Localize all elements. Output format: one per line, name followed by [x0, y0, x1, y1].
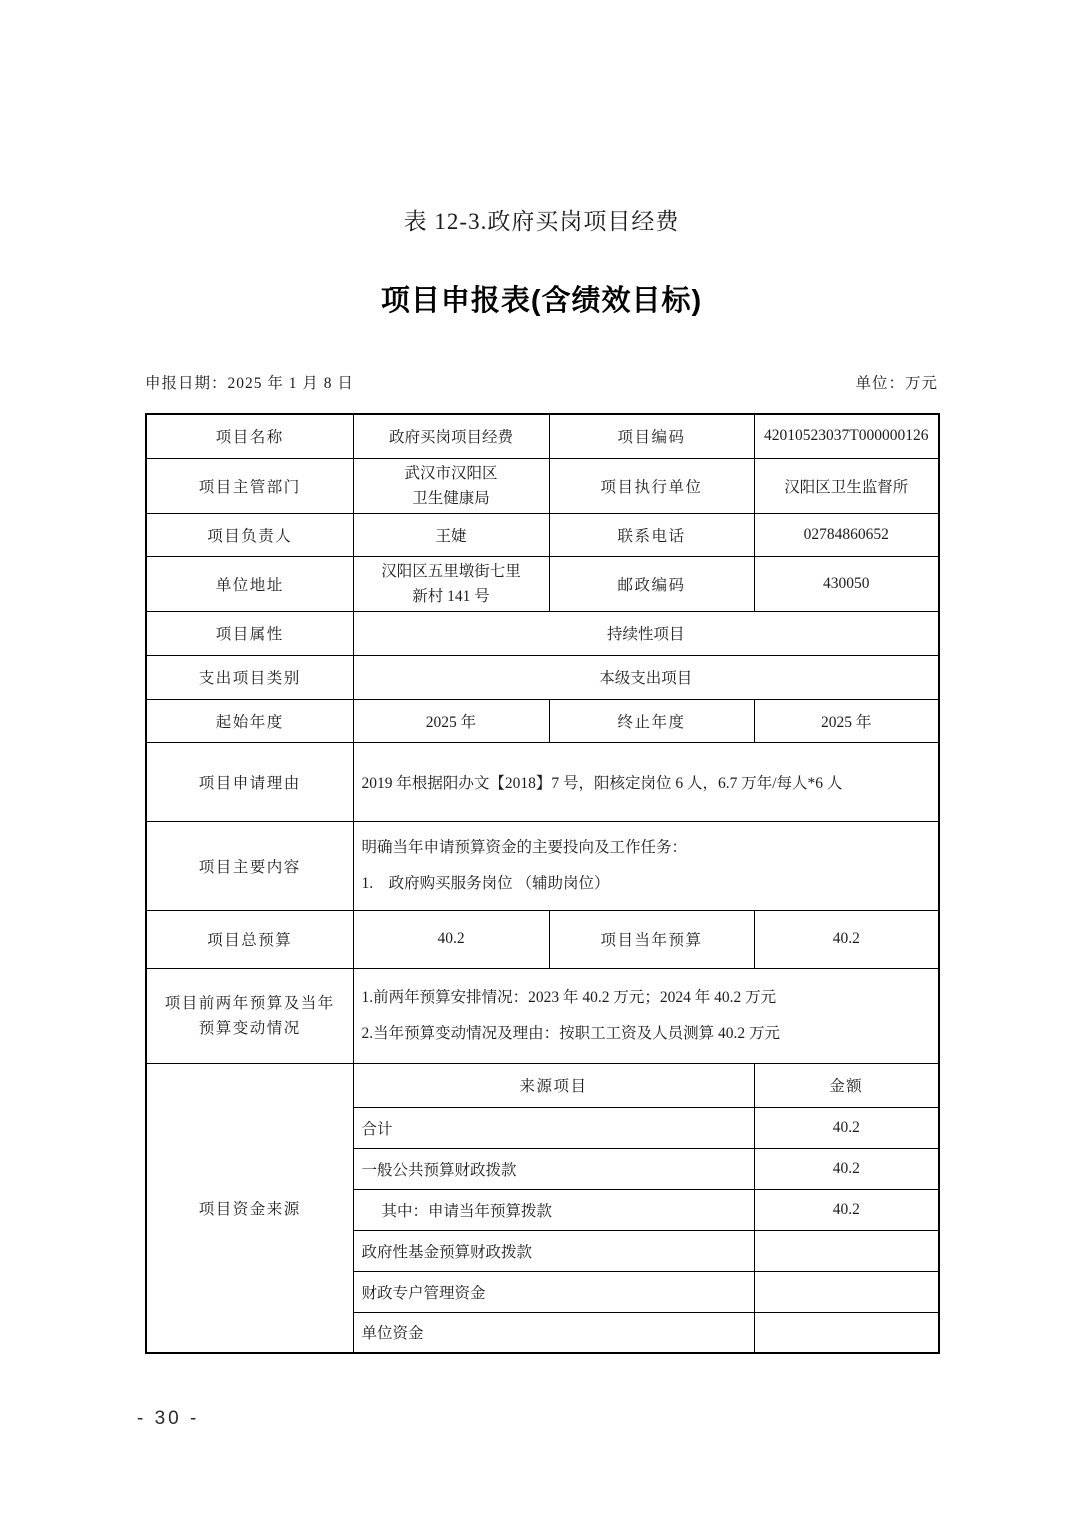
- postal-code-value: 430050: [754, 556, 939, 611]
- previous-budget-label: 项目前两年预算及当年 预算变动情况: [146, 968, 353, 1063]
- project-attribute-label: 项目属性: [146, 611, 353, 655]
- funding-source-column-source: 来源项目: [353, 1063, 754, 1107]
- funding-row-public-budget-name: 一般公共预算财政拨款: [353, 1148, 754, 1189]
- funding-row-total-amount: 40.2: [754, 1107, 939, 1148]
- funding-row-current-year-amount: 40.2: [754, 1189, 939, 1230]
- unit-address-value: 汉阳区五里墩街七里 新村 141 号: [353, 556, 549, 611]
- application-form-table: [145, 413, 940, 1354]
- project-leader-value: 王婕: [353, 513, 549, 556]
- funding-row-gov-fund-amount: [754, 1230, 939, 1271]
- funding-row-unit-funds-name: 单位资金: [353, 1312, 754, 1353]
- table-row: [146, 910, 939, 968]
- current-year-budget-label: 项目当年预算: [549, 910, 754, 968]
- funding-source-label: 项目资金来源: [146, 1063, 353, 1353]
- main-content-value: 明确当年申请预算资金的主要投向及工作任务： 1. 政府购买服务岗位 （辅助岗位）: [353, 821, 939, 910]
- table-row: [146, 968, 939, 1063]
- project-attribute-value: 持续性项目: [353, 611, 939, 655]
- unit-address-label: 单位地址: [146, 556, 353, 611]
- funding-row-total-name: 合计: [353, 1107, 754, 1148]
- project-name-value: 政府买岗项目经费: [353, 414, 549, 458]
- application-reason-value: 2019 年根据阳办文【2018】7 号，阳核定岗位 6 人，6.7 万年/每人*6 人: [353, 742, 939, 821]
- table-row: [146, 414, 939, 458]
- supervisor-dept-value: 武汉市汉阳区 卫生健康局: [353, 458, 549, 513]
- contact-phone-label: 联系电话: [549, 513, 754, 556]
- main-content-label: 项目主要内容: [146, 821, 353, 910]
- table-row: [146, 458, 939, 513]
- table-row: [146, 699, 939, 742]
- form-title: 项目申报表(含绩效目标): [380, 285, 703, 317]
- page-number: - 30 -: [137, 1408, 200, 1429]
- contact-phone-value: 02784860652: [754, 513, 939, 556]
- end-year-label: 终止年度: [549, 699, 754, 742]
- funding-row-gov-fund-name: 政府性基金预算财政拨款: [353, 1230, 754, 1271]
- project-code-value: 42010523037T000000126: [754, 414, 939, 458]
- funding-source-column-amount: 金额: [754, 1063, 939, 1107]
- start-year-value: 2025 年: [353, 699, 549, 742]
- end-year-value: 2025 年: [754, 699, 939, 742]
- application-reason-label: 项目申请理由: [146, 742, 353, 821]
- project-leader-label: 项目负责人: [146, 513, 353, 556]
- funding-row-public-budget-amount: 40.2: [754, 1148, 939, 1189]
- table-caption: 表 12-3.政府买岗项目经费: [403, 209, 680, 234]
- current-year-budget-value: 40.2: [754, 910, 939, 968]
- start-year-label: 起始年度: [146, 699, 353, 742]
- meta-row: [145, 371, 938, 393]
- funding-row-current-year-name: 其中：申请当年预算拨款: [353, 1189, 754, 1230]
- table-row: [146, 513, 939, 556]
- declaration-date: 申报日期：2025 年 1 月 8 日: [145, 375, 354, 392]
- total-budget-label: 项目总预算: [146, 910, 353, 968]
- unit-note: 单位：万元: [855, 375, 938, 392]
- postal-code-label: 邮政编码: [549, 556, 754, 611]
- funding-row-special-account-name: 财政专户管理资金: [353, 1271, 754, 1312]
- funding-row-unit-funds-amount: [754, 1312, 939, 1353]
- project-code-label: 项目编码: [549, 414, 754, 458]
- table-row: [146, 1063, 939, 1107]
- supervisor-dept-label: 项目主管部门: [146, 458, 353, 513]
- table-row: [146, 655, 939, 699]
- table-row: [146, 821, 939, 910]
- executing-unit-value: 汉阳区卫生监督所: [754, 458, 939, 513]
- project-name-label: 项目名称: [146, 414, 353, 458]
- total-budget-value: 40.2: [353, 910, 549, 968]
- funding-row-special-account-amount: [754, 1271, 939, 1312]
- previous-budget-value: 1.前两年预算安排情况：2023 年 40.2 万元；2024 年 40.2 万元 2.当年预算变动情况及理由：按职工工资及人员测算 40.2 万元: [353, 968, 939, 1063]
- table-row: [146, 556, 939, 611]
- expense-category-label: 支出项目类别: [146, 655, 353, 699]
- executing-unit-label: 项目执行单位: [549, 458, 754, 513]
- document-content: [145, 0, 938, 1354]
- expense-category-value: 本级支出项目: [353, 655, 939, 699]
- table-row: [146, 611, 939, 655]
- table-row: [146, 742, 939, 821]
